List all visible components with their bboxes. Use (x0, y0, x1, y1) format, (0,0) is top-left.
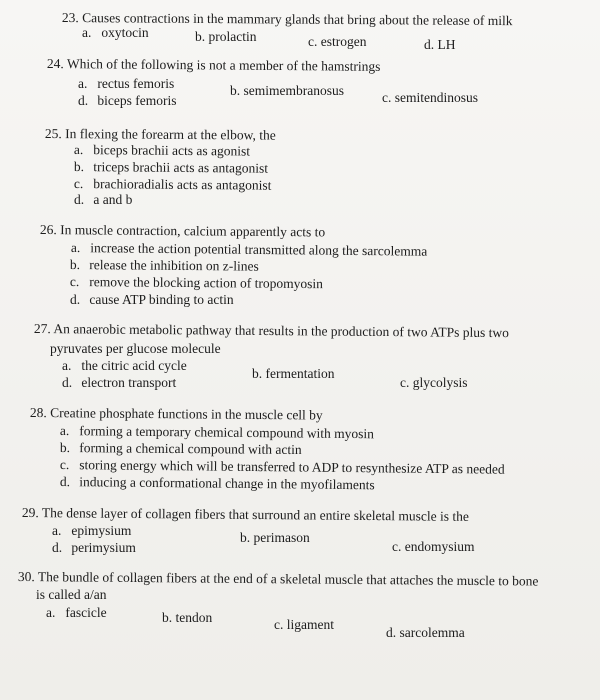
option-d: d. cause ATP binding to actin (70, 292, 234, 307)
option-a: a. epimysium (52, 523, 132, 538)
option-a: a. biceps brachii acts as agonist (73, 142, 251, 159)
question-stem (40, 222, 325, 240)
option-c: c. semitendinosus (382, 90, 478, 105)
option-d: d. LH (424, 37, 456, 52)
question-stem (30, 405, 323, 424)
question-text: The bundle of collagen fibers at the end of a skeletal muscle that attaches the muscle to bone (37, 569, 539, 589)
option-a: a. increase the action potential transmitted along the sarcolemma (70, 240, 428, 259)
question-number: 25. (44, 126, 62, 142)
question-text: Creatine phosphate functions in the muscle cell by (50, 405, 323, 423)
option-d: d. biceps femoris (78, 93, 177, 108)
option-c: c. storing energy which will be transferred to ADP to resynthesize ATP as needed (59, 457, 505, 477)
question-number: 28. (29, 405, 47, 421)
question-text: In flexing the forearm at the elbow, the (65, 126, 276, 143)
question-text: Which of the following is not a member of the hamstrings (66, 56, 381, 74)
question-23 (0, 0, 600, 60)
question-number: 29. (21, 505, 39, 521)
option-a: a. fascicle (46, 605, 107, 620)
option-b: b. tendon (162, 610, 213, 625)
question-number: 23. (61, 10, 79, 26)
option-b: b. triceps brachii acts as antagonist (73, 159, 269, 176)
question-text: The dense layer of collagen fibers that surround an entire skeletal muscle is the (41, 505, 469, 524)
question-number: 26. (39, 222, 57, 238)
option-b: b. perimason (240, 530, 310, 545)
option-c: c. glycolysis (400, 375, 468, 390)
question-number: 27. (33, 321, 51, 337)
option-a: a. the citric acid cycle (62, 358, 187, 373)
option-c: c. ligament (274, 617, 334, 632)
option-b: b. release the inhibition on z-lines (69, 257, 259, 274)
question-number: 30. (17, 569, 35, 585)
option-d: d. inducing a conformational change in the myofilaments (59, 474, 375, 493)
question-stem (34, 321, 509, 341)
option-c: c. remove the blocking action of tropomyosin (69, 274, 323, 292)
option-a: a. oxytocin (82, 25, 149, 40)
option-d: d. sarcolemma (386, 625, 465, 640)
option-a: a. forming a temporary chemical compound with myosin (59, 423, 375, 442)
question-stem-continued: is called a/an (36, 587, 107, 602)
option-b: b. fermentation (252, 366, 335, 381)
question-stem (45, 126, 276, 144)
option-a: a. rectus femoris (78, 76, 175, 91)
question-text: In muscle contraction, calcium apparently acts to (60, 222, 326, 240)
option-c: c. estrogen (308, 34, 367, 49)
option-d: d. perimysium (52, 540, 136, 555)
option-d: d. a and b (74, 192, 133, 207)
question-text: An anaerobic metabolic pathway that results in the production of two ATPs plus two (53, 321, 510, 341)
option-b: b. prolactin (195, 29, 257, 44)
option-c: c. brachioradialis acts as antagonist (73, 176, 272, 193)
question-stem (47, 56, 381, 75)
option-c: c. endomysium (392, 539, 475, 554)
question-stem (22, 505, 469, 525)
question-text: Causes contractions in the mammary glands that bring about the release of milk (82, 10, 513, 29)
option-d: d. electron transport (62, 375, 177, 390)
question-number: 24. (46, 56, 64, 72)
option-b: b. semimembranosus (230, 83, 344, 98)
option-b: b. forming a chemical compound with actin (59, 440, 302, 458)
question-stem-continued: pyruvates per glucose molecule (50, 341, 221, 356)
